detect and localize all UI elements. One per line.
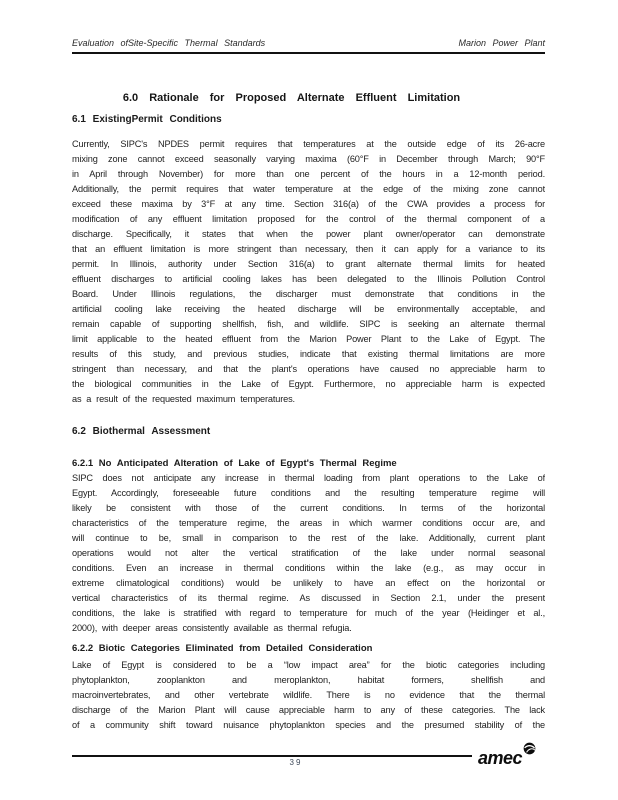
text-line: discharge of the Marion Plant will cause appreciable harm to any of these categories. The lack (72, 705, 545, 715)
text-line: extreme climatological conditions) would be unlikely to have an effect on the horizontal or (72, 578, 545, 588)
text-line: stringent than necessary, and that the plant's operations have caused no appreciable harm to (72, 364, 545, 374)
text-line: phytoplankton, zooplankton and meroplankton, habitat formers, shellfish and (72, 675, 545, 685)
text-line: mixing zone cannot exceed seasonally varying maxima (60°F in December through March; 90°F (72, 154, 545, 164)
section (72, 114, 545, 407)
text-line: macroinvertebrates, and other vertebrate wildlife. There is no evidence that the thermal (72, 690, 545, 700)
section-heading: 6.1 ExistingPermit Conditions (72, 114, 222, 125)
text-line: modification of any effluent limitation proposed for the control of the thermal component of a (72, 214, 545, 224)
text-line: the biological communities in the Lake of Egypt. Furthermore, no appreciable harm is expected (72, 379, 545, 389)
text-line: conditions. Even an increase in thermal conditions within the lake (e.g., as may occur in (72, 563, 545, 573)
paragraph (72, 137, 545, 407)
header-right-text: Marion Power Plant (458, 38, 545, 48)
paragraph (72, 471, 545, 636)
text-line: Lake of Egypt is considered to be a “low impact area” for the biotic categories including (72, 660, 545, 670)
content (72, 114, 545, 733)
text-line: vertical characteristics of its thermal regime. As discussed in Section 2.1, under the present (72, 593, 545, 603)
text-line: Egypt. Accordingly, foreseeable future conditions and the resulting temperature regime will (72, 488, 545, 498)
text-line: Currently, SIPC's NPDES permit requires that temperatures at the outside edge of its 26-acre (72, 139, 545, 149)
header-rule (72, 52, 545, 54)
section-heading: 6.2 Biothermal Assessment (72, 426, 211, 437)
section (72, 426, 545, 437)
text-line: of a community shift toward nuisance phytoplankton species and the presumed stability of the (72, 720, 545, 730)
page-title: 6.0 Rationale for Proposed Alternate Effluent Limitation (122, 92, 461, 104)
text-line: discharge. Specifically, it states that when the power plant owner/operator can demonstrate (72, 229, 545, 239)
text-line: characteristics of the temperature regime, the areas in which warmer conditions occur are, and (72, 518, 545, 528)
text-line: limit applicable to the heated effluent from the Marion Power Plant to the Lake of Egypt. The (72, 334, 545, 344)
text-line: effluent discharges to artificial cooling lakes has been delegated to the Illinois Pollution Control (72, 274, 545, 284)
text-line: Board. Under Illinois regulations, the discharger must demonstrate that conditions in the (72, 289, 545, 299)
text-line: will continue to be, small in comparison to the rest of the lake. Additionally, current plant (72, 533, 545, 543)
text-line: artificial cooling lake receiving the heated discharge will be environmentally acceptable, and (72, 304, 545, 314)
text-line: 2000), with deeper areas consistently available as thermal refugia. (72, 623, 352, 633)
text-line: likely be consistent with those of the current conditions. In terms of the horizontal (72, 503, 545, 513)
section (72, 643, 545, 733)
text-line: operations would not alter the vertical stratification of the lake under normal seasonal (72, 548, 545, 558)
paragraph (72, 658, 545, 733)
text-line: remain capable of supporting shellfish, fish, and wildlife. SIPC is seeking an alternate thermal (72, 319, 545, 329)
text-line: permit. In Illinois, authority under Section 316(a) to grant alternate thermal limits for heated (72, 259, 545, 269)
page-number: 39 (289, 758, 303, 767)
footer-rule (72, 755, 472, 757)
text-line: conditions, the lake is stratified with regard to temperature for much of the year (Heidinger et al., (72, 608, 545, 618)
section-heading: 6.2.1 No Anticipated Alteration of Lake of Egypt's Thermal Regime (72, 458, 397, 469)
header-left-text: Evaluation ofSite-Specific Thermal Standards (72, 38, 266, 48)
amec-wordmark: amec (478, 748, 523, 768)
text-line: Additionally, the permit requires that water temperature at the edge of the mixing zone cannot (72, 184, 545, 194)
section-heading: 6.2.2 Biotic Categories Eliminated from Detailed Consideration (72, 643, 373, 654)
section (72, 458, 545, 636)
amec-rose-icon (523, 742, 536, 755)
text-line: SIPC does not anticipate any increase in thermal loading from plant operations to the Lake of (72, 473, 545, 483)
amec-logo (478, 742, 536, 769)
running-header (72, 38, 545, 49)
text-line: as a result of the requested maximum temperatures. (72, 394, 295, 404)
text-line: results of this study, and previous studies, indicate that existing thermal limitations are more (72, 349, 545, 359)
text-line: that an effluent limitation is more stringent than necessary, then it can apply for a variance to its (72, 244, 545, 254)
text-line: in April through November) for more than one percent of the hours in a 12-month period. (72, 169, 545, 179)
text-line: exceed these maxima by 3°F at any time. Section 316(a) of the CWA provides a process for (72, 199, 545, 209)
